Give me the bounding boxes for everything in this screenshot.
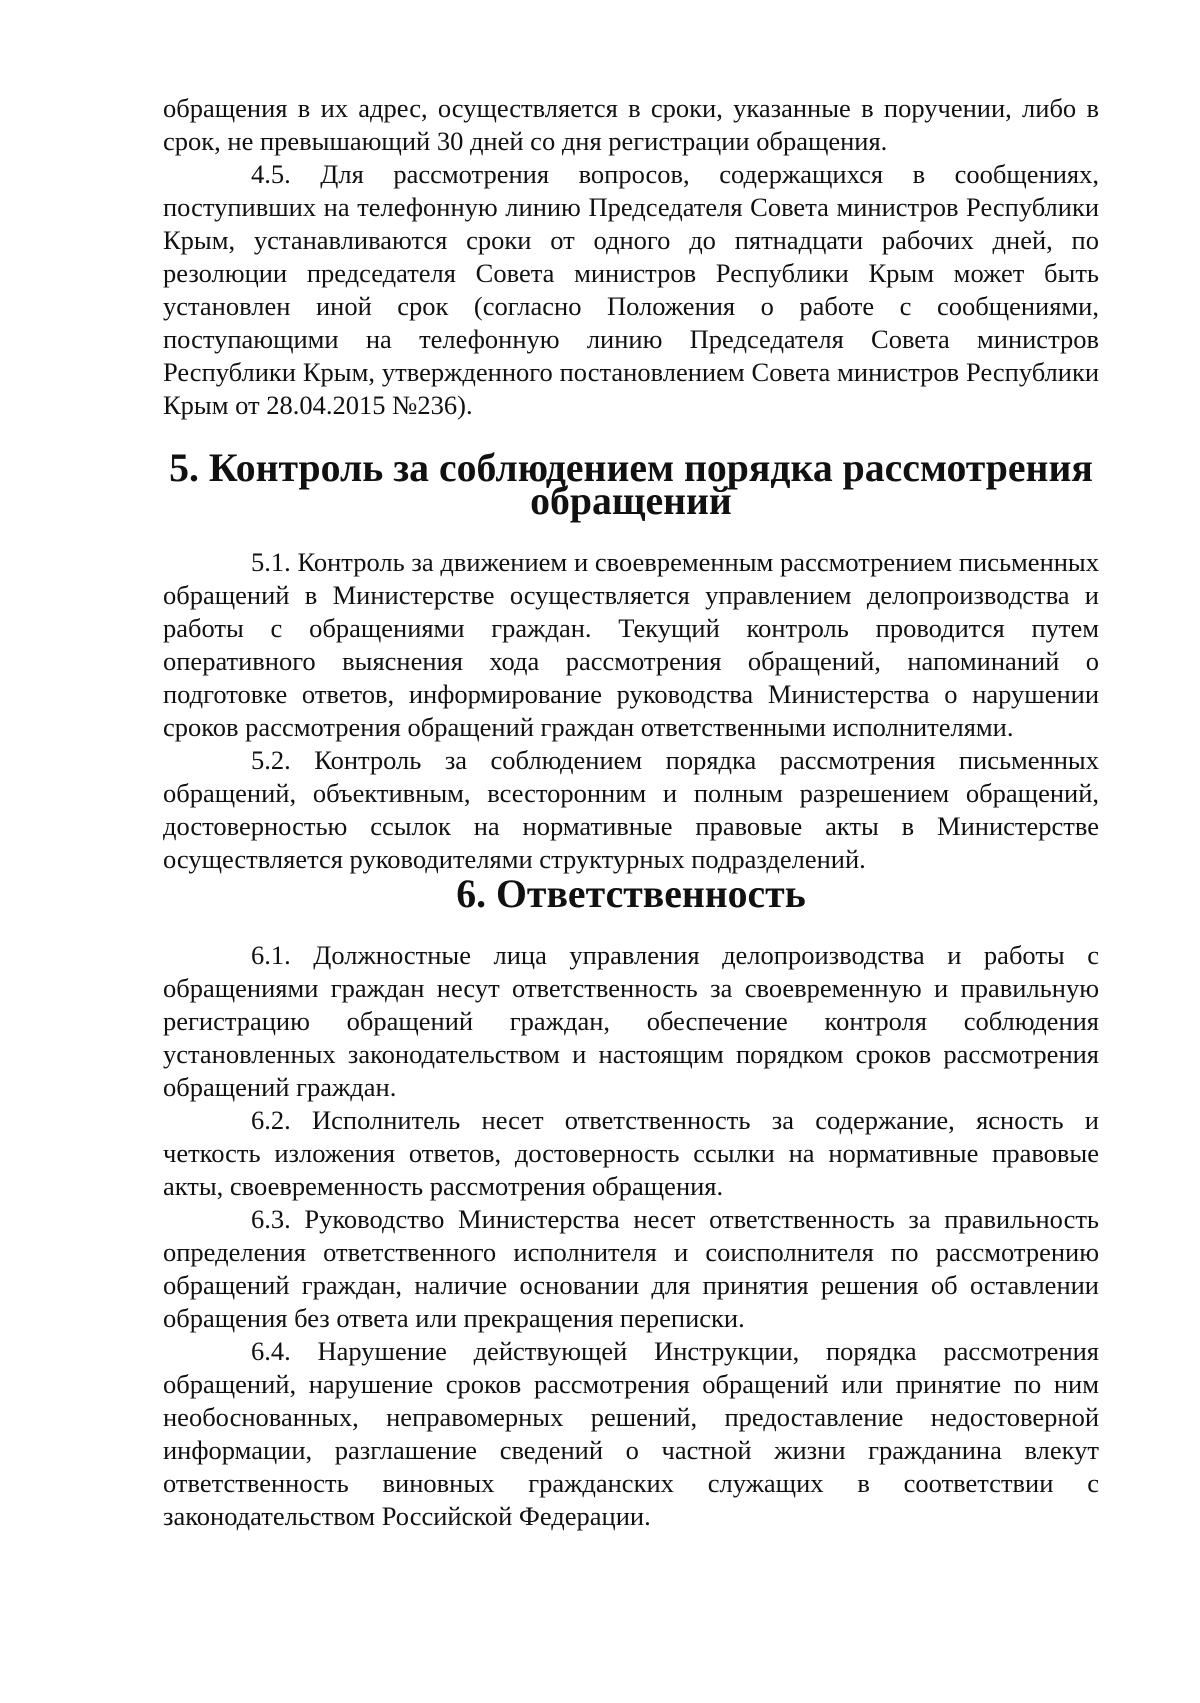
section-heading-6: 6. Ответственность bbox=[456, 872, 806, 916]
document-page bbox=[163, 92, 1099, 1533]
paragraph-6-4: 6.4. Нарушение действующей Инструкции, порядка рассмотрения обращений, нарушение сроков рассмотрения обращений или принятие по ним необоснованных, неправомерных решений, предоставление недостоверной информации, разглашение сведений о частной жизни гражданина влекут ответственность виновных гражданских служащих в соответствии с законодательством Российской Федерации. bbox=[163, 1336, 1099, 1531]
paragraph-6-2: 6.2. Исполнитель несет ответственность за содержание, ясность и четкость изложения ответов, достоверность ссылки на нормативные правовые акты, своевременность рассмотрения обращения. bbox=[163, 1105, 1099, 1201]
paragraph-6-1: 6.1. Должностные лица управления делопроизводства и работы с обращениями граждан несут ответственность за своевременную и правильную регистрацию обращений граждан, обеспечение контроля соблюдения установленных законодательством и настоящим порядком сроков рассмотрения обращений граждан. bbox=[163, 940, 1099, 1102]
paragraph-5-2: 5.2. Контроль за соблюдением порядка рассмотрения письменных обращений, объективным, всесторонним и полным разрешением обращений, достоверностью ссылок на нормативные правовые акты в Министерстве осуществляется руководителями структурных подразделений. bbox=[163, 745, 1099, 874]
paragraph-5-1: 5.1. Контроль за движением и своевременным рассмотрением письменных обращений в Министерстве осуществляется управлением делопроизводства и работы с обращениями граждан. Текущий контроль проводится путем оперативного выяснения хода рассмотрения обращений, напоминаний о подготовке ответов, информирование руководства Министерства о нарушении сроков рассмотрения обращений граждан ответственными исполнителями. bbox=[163, 547, 1099, 742]
section-heading-5: 5. Контроль за соблюдением порядка рассмотрения обращений bbox=[169, 446, 1093, 523]
paragraph-4-5: 4.5. Для рассмотрения вопросов, содержащихся в сообщениях, поступивших на телефонную линию Председателя Совета министров Республики Крым, устанавливаются сроки от одного до пятнадцати рабочих дней, по резолюции председателя Совета министров Республики Крым может быть установлен иной срок (согласно Положения о работе с сообщениями, поступающими на телефонную линию Председателя Совета министров Республики Крым, утвержденного постановлением Совета министров Республики Крым от 28.04.2015 №236). bbox=[163, 159, 1099, 420]
paragraph-intro: обращения в их адрес, осуществляется в сроки, указанные в поручении, либо в срок, не превышающий 30 дней со дня регистрации обращения. bbox=[163, 93, 1099, 156]
paragraph-6-3: 6.3. Руководство Министерства несет ответственность за правильность определения ответственного исполнителя и соисполнителя по рассмотрению обращений граждан, наличие основании для принятия решения об оставлении обращения без ответа или прекращения переписки. bbox=[163, 1204, 1099, 1333]
